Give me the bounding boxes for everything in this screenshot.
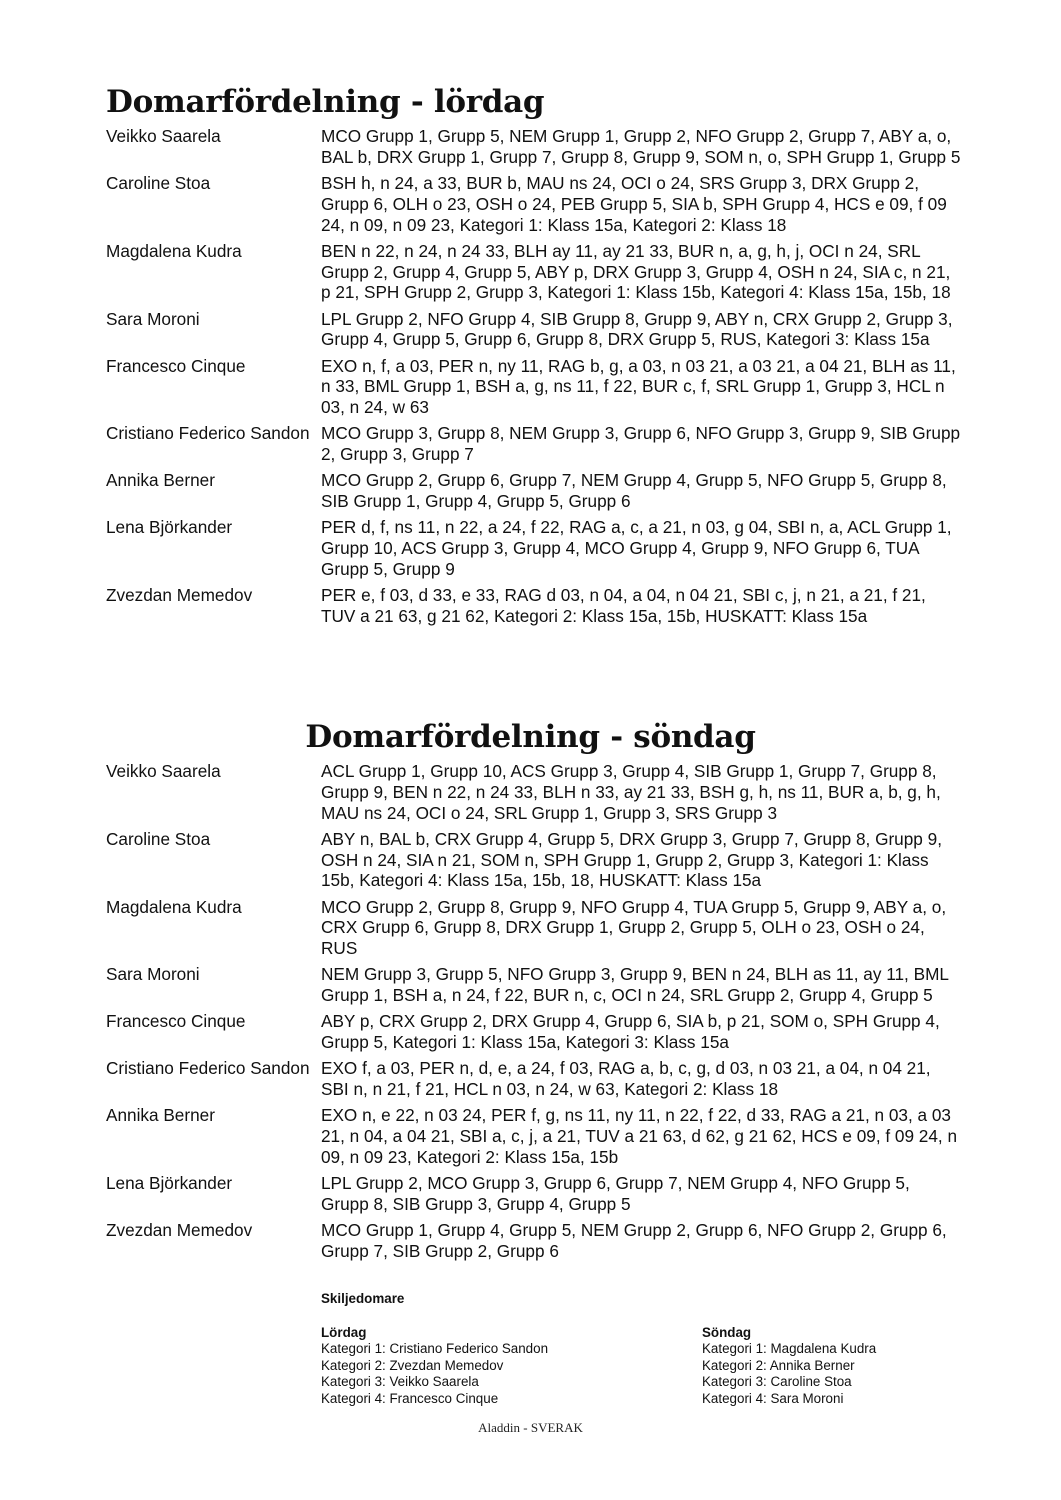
arbitration-line: Kategori 2: Zvezdan Memedov (321, 1357, 504, 1373)
judge-assignment: LPL Grupp 2, MCO Grupp 3, Grupp 6, Grupp 7, NEM Grupp 4, NFO Grupp 5, Grupp 8, SIB Grupp 3, Grupp 4, Grupp 5 (321, 1173, 910, 1214)
arbitration-line: Kategori 3: Caroline Stoa (702, 1374, 852, 1390)
judge-assignment: MCO Grupp 2, Grupp 8, Grupp 9, NFO Grupp 4, TUA Grupp 5, Grupp 9, ABY a, o, CRX Grupp 6, Grupp 8, DRX Grupp 1, Grupp 2, Grupp 5, OLH o 23, OSH o 24, RUS (321, 896, 947, 959)
judge-name: Annika Berner (106, 470, 215, 491)
table-row (106, 517, 966, 585)
judge-name: Magdalena Kudra (106, 240, 242, 261)
table-row (106, 470, 966, 517)
table-row (106, 585, 966, 632)
judge-assignment: NEM Grupp 3, Grupp 5, NFO Grupp 3, Grupp 9, BEN n 24, BLH as 11, ay 11, BML Grupp 1, BSH a, n 24, f 22, BUR n, c, OCI n 24, SRL Grupp 2, Grupp 4, Grupp 5 (321, 964, 949, 1006)
table-row (106, 1173, 966, 1220)
judge-assignment: PER e, f 03, d 33, e 33, RAG d 03, n 04, a 04, n 04 21, SBI c, j, n 21, a 21, f 21, TUV a 21 63, g 21 62, Kategori 2: Klass 15a, 15b, HUSKATT: Klass 15a (321, 585, 926, 626)
judge-name: Veikko Saarela (106, 761, 221, 781)
judge-assignment: PER d, f, ns 11, n 22, a 24, f 22, RAG a, c, a 21, n 03, g 04, SBI n, a, ACL Grupp 1, Grupp 10, ACS Grupp 3, Grupp 4, MCO Grupp 4, Grupp 9, NFO Grupp 6, TUA Grupp 5, Grupp 9 (321, 517, 952, 579)
judge-name: Veikko Saarela (106, 126, 221, 146)
table-row (106, 173, 966, 241)
arbitration-day-label: Söndag (702, 1324, 752, 1340)
judge-name: Sara Moroni (106, 964, 200, 985)
saturday-heading: Domarfördelning - lördag (106, 84, 545, 120)
judge-assignment: EXO f, a 03, PER n, d, e, a 24, f 03, RAG a, b, c, g, d 03, n 03 21, a 04, n 04 21, SBI n, n 21, f 21, HCL n 03, n 24, w 63, Kategori 2: Klass 18 (321, 1058, 931, 1100)
sunday-judge-table (106, 761, 966, 1267)
judge-assignment: BEN n 22, n 24, n 24 33, BLH ay 11, ay 21 33, BUR n, a, g, h, j, OCI n 24, SRL Grupp 2, Grupp 4, Grupp 5, ABY p, DRX Grupp 3, Grupp 4, OSH n 24, SIA c, n 21, p 21, SPH Grupp 2, Grupp 3, Kategori 1: Klass 15b, Kategori 4: Klass 15a, 15b, 18 (321, 240, 951, 303)
arbitration-judges-columns (321, 1325, 961, 1415)
judge-assignment: MCO Grupp 1, Grupp 5, NEM Grupp 1, Grupp 2, NFO Grupp 2, Grupp 7, ABY a, o, BAL b, DRX Grupp 1, Grupp 7, Grupp 8, Grupp 9, SOM n, o, SPH Grupp 1, Grupp 5 (321, 126, 961, 167)
judge-name: Cristiano Federico Sandon (106, 1058, 310, 1079)
table-row (106, 356, 966, 424)
table-row (106, 126, 966, 173)
table-row (106, 964, 966, 1011)
table-row (106, 423, 966, 470)
sunday-heading: Domarfördelning - söndag (305, 719, 756, 755)
arbitration-line: Kategori 1: Magdalena Kudra (702, 1341, 877, 1357)
judge-name: Annika Berner (106, 1105, 215, 1126)
judge-name: Caroline Stoa (106, 172, 211, 193)
table-row (106, 241, 966, 309)
judge-assignment: EXO n, f, a 03, PER n, ny 11, RAG b, g, a 03, n 03 21, a 03 21, a 04 21, BLH as 11, n 33, BML Grupp 1, BSH a, g, ns 11, f 22, BUR c, f, SRL Grupp 1, Grupp 3, HCL n 03, n 24, w 63 (321, 355, 956, 418)
judge-assignment: MCO Grupp 2, Grupp 6, Grupp 7, NEM Grupp 4, Grupp 5, NFO Grupp 5, Grupp 8, SIB Grupp 1, Grupp 4, Grupp 5, Grupp 6 (321, 470, 947, 512)
judge-name: Francesco Cinque (106, 355, 246, 376)
arbitration-day-label: Lördag (321, 1324, 367, 1340)
arbitration-saturday-column (321, 1325, 548, 1408)
judge-name: Sara Moroni (106, 308, 200, 329)
judge-name: Lena Björkander (106, 517, 233, 538)
table-row (106, 309, 966, 356)
table-row (106, 761, 966, 829)
table-row (106, 1058, 966, 1105)
table-row (106, 829, 966, 897)
table-row (106, 1105, 966, 1173)
judge-name: Lena Björkander (106, 1173, 233, 1194)
page-footer: Aladdin - SVERAK (478, 1420, 583, 1435)
table-row (106, 1011, 966, 1058)
judge-assignment: ABY n, BAL b, CRX Grupp 4, Grupp 5, DRX Grupp 3, Grupp 7, Grupp 8, Grupp 9, OSH n 24, SIA n 21, SOM n, SPH Grupp 1, Grupp 2, Grupp 3, Kategori 1: Klass 15b, Kategori 4: Klass 15a, 15b, 18, HUSKATT: Klass 15a (321, 828, 942, 891)
judge-name: Magdalena Kudra (106, 896, 242, 917)
judge-assignment: LPL Grupp 2, NFO Grupp 4, SIB Grupp 8, Grupp 9, ABY n, CRX Grupp 2, Grupp 3, Grupp 4, Grupp 5, Grupp 6, Grupp 8, DRX Grupp 5, RUS, Kategori 3: Klass 15a (321, 308, 953, 350)
arbitration-line: Kategori 4: Francesco Cinque (321, 1390, 499, 1406)
arbitration-judges-section (321, 1291, 961, 1415)
arbitration-sunday-column (702, 1325, 876, 1408)
arbitration-judges-title: Skiljedomare (321, 1291, 405, 1306)
judge-name: Caroline Stoa (106, 828, 211, 849)
arbitration-line: Kategori 2: Annika Berner (702, 1357, 855, 1373)
judge-name: Zvezdan Memedov (106, 585, 253, 606)
judge-name: Cristiano Federico Sandon (106, 423, 310, 444)
judge-assignment: MCO Grupp 1, Grupp 4, Grupp 5, NEM Grupp 2, Grupp 6, NFO Grupp 2, Grupp 6, Grupp 7, SIB Grupp 2, Grupp 6 (321, 1220, 947, 1261)
judge-assignment: ABY p, CRX Grupp 2, DRX Grupp 4, Grupp 6, SIA b, p 21, SOM o, SPH Grupp 4, Grupp 5, Kategori 1: Klass 15a, Kategori 3: Klass 15a (321, 1011, 940, 1053)
judge-name: Francesco Cinque (106, 1011, 246, 1032)
saturday-judge-table (106, 126, 966, 632)
judge-assignment: ACL Grupp 1, Grupp 10, ACS Grupp 3, Grupp 4, SIB Grupp 1, Grupp 7, Grupp 8, Grupp 9, BEN n 22, n 24 33, BLH n 33, ay 21 33, BSH g, h, ns 11, BUR a, b, g, h, MAU ns 24, OCI o 24, SRL Grupp 1, Grupp 3, SRS Grupp 3 (321, 761, 941, 823)
judge-assignment: MCO Grupp 3, Grupp 8, NEM Grupp 3, Grupp 6, NFO Grupp 3, Grupp 9, SIB Grupp 2, Grupp 3, Grupp 7 (321, 423, 961, 465)
judge-assignment: EXO n, e 22, n 03 24, PER f, g, ns 11, ny 11, n 22, f 22, d 33, RAG a 21, n 03, a 03 21, n 04, a 04 21, SBI a, c, j, a 21, TUV a 21 63, d 62, g 21 62, HCS e 09, f 09 24, n 09, n 09 23, Kategori 2: Klass 15a, 15b (321, 1105, 958, 1167)
table-row (106, 1220, 966, 1267)
judge-assignment: BSH h, n 24, a 33, BUR b, MAU ns 24, OCI o 24, SRS Grupp 3, DRX Grupp 2, Grupp 6, OLH o 23, OSH o 24, PEB Grupp 5, SIA b, SPH Grupp 4, HCS e 09, f 09 24, n 09, n 09 23, Kategori 1: Klass 15a, Kategori 2: Klass 18 (321, 172, 947, 235)
arbitration-line: Kategori 3: Veikko Saarela (321, 1374, 479, 1390)
arbitration-line: Kategori 1: Cristiano Federico Sandon (321, 1341, 549, 1357)
judge-name: Zvezdan Memedov (106, 1220, 253, 1241)
table-row (106, 897, 966, 965)
arbitration-line: Kategori 4: Sara Moroni (702, 1390, 844, 1406)
